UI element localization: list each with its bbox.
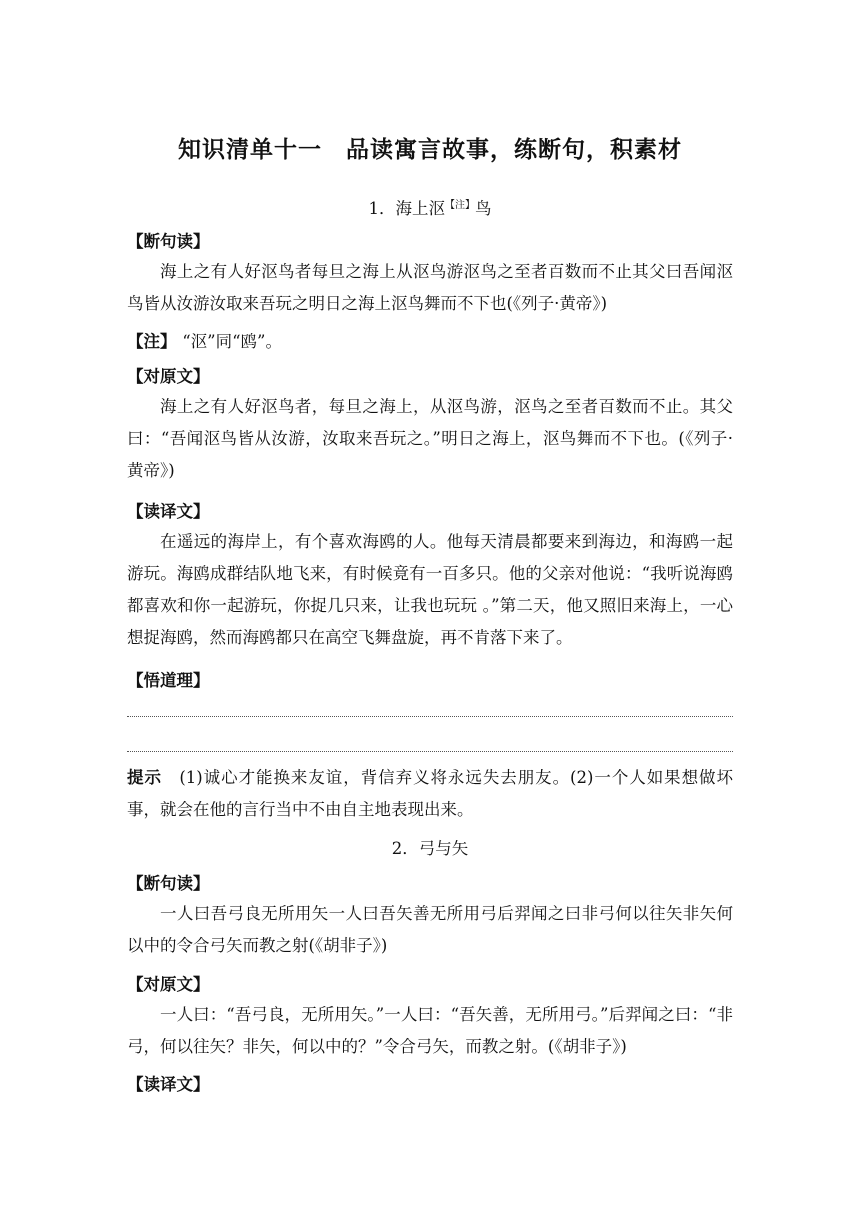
page-title: 知识清单十一 品读寓言故事，练断句，积素材 (178, 137, 682, 163)
story2-heading: 2．弓与矢 (391, 839, 469, 858)
story1-daoli-label: 【悟道理】 (127, 671, 210, 690)
story1-duanju-label: 【断句读】 (127, 232, 210, 251)
tip-label: 提示 (127, 768, 162, 787)
story2-duanju-text: 一人曰吾弓良无所用矢一人曰吾矢善无所用弓后羿闻之曰非弓何以往矢非矢何以中的令合弓矢而教之射(《胡非子》) (127, 904, 733, 955)
story1-note-text: “沤”同“鸥”。 (182, 332, 282, 351)
story2-yuanwen-text: 一人曰：“吾弓良，无所用矢。”一人曰：“吾矢善，无所用弓。”后羿闻之曰：“非弓，何以往矢？非矢，何以中的？”令合弓矢，而教之射。(《胡非子》) (127, 1005, 733, 1056)
story1-yuanwen-label: 【对原文】 (127, 367, 210, 386)
story1-duanju-text: 海上之有人好沤鸟者每旦之海上从沤鸟游沤鸟之至者百数而不止其父曰吾闻沤鸟皆从汝游汝取来吾玩之明日之海上沤鸟舞而不下也(《列子·黄帝》) (127, 262, 733, 313)
story1-note (127, 328, 282, 352)
story1-heading-note-mark: 【注】 (445, 200, 475, 211)
answer-line-2 (127, 751, 733, 752)
story1-heading-prefix: 1．海上沤 (368, 199, 445, 218)
story1-note-label: 【注】 (127, 332, 177, 351)
story1-yuanwen-text: 海上之有人好沤鸟者，每旦之海上，从沤鸟游，沤鸟之至者百数而不止。其父曰：“吾闻沤鸟皆从汝游，汝取来吾玩之。”明日之海上，沤鸟舞而不下也。(《列子·黄帝》) (127, 397, 733, 480)
story1-yiwen-label: 【读译文】 (127, 502, 210, 521)
story1-tip (127, 762, 733, 826)
story1-yiwen-text: 在遥远的海岸上，有个喜欢海鸥的人。他每天清晨都要来到海边，和海鸥一起游玩。海鸥成群结队地飞来，有时候竟有一百多只。他的父亲对他说：“我听说海鸥都喜欢和你一起游玩，你捉几只来，让我也玩玩 。”第二天，他又照旧来海上，一心想捉海鸥，然而海鸥都只在高空飞舞盘旋，再不肯落下来了。 (127, 532, 733, 647)
story2-yuanwen-label: 【对原文】 (127, 975, 210, 994)
tip-text: (1)诚心才能换来友谊，背信弃义将永远失去朋友。(2)一个人如果想做坏事，就会在他的言行当中不由自主地表现出来。 (127, 768, 734, 819)
story2-duanju-label: 【断句读】 (127, 874, 210, 893)
story1-heading (0, 195, 860, 219)
story1-heading-suffix: 鸟 (475, 199, 492, 218)
story2-yiwen-label: 【读译文】 (127, 1075, 210, 1094)
answer-line-1 (127, 716, 733, 717)
